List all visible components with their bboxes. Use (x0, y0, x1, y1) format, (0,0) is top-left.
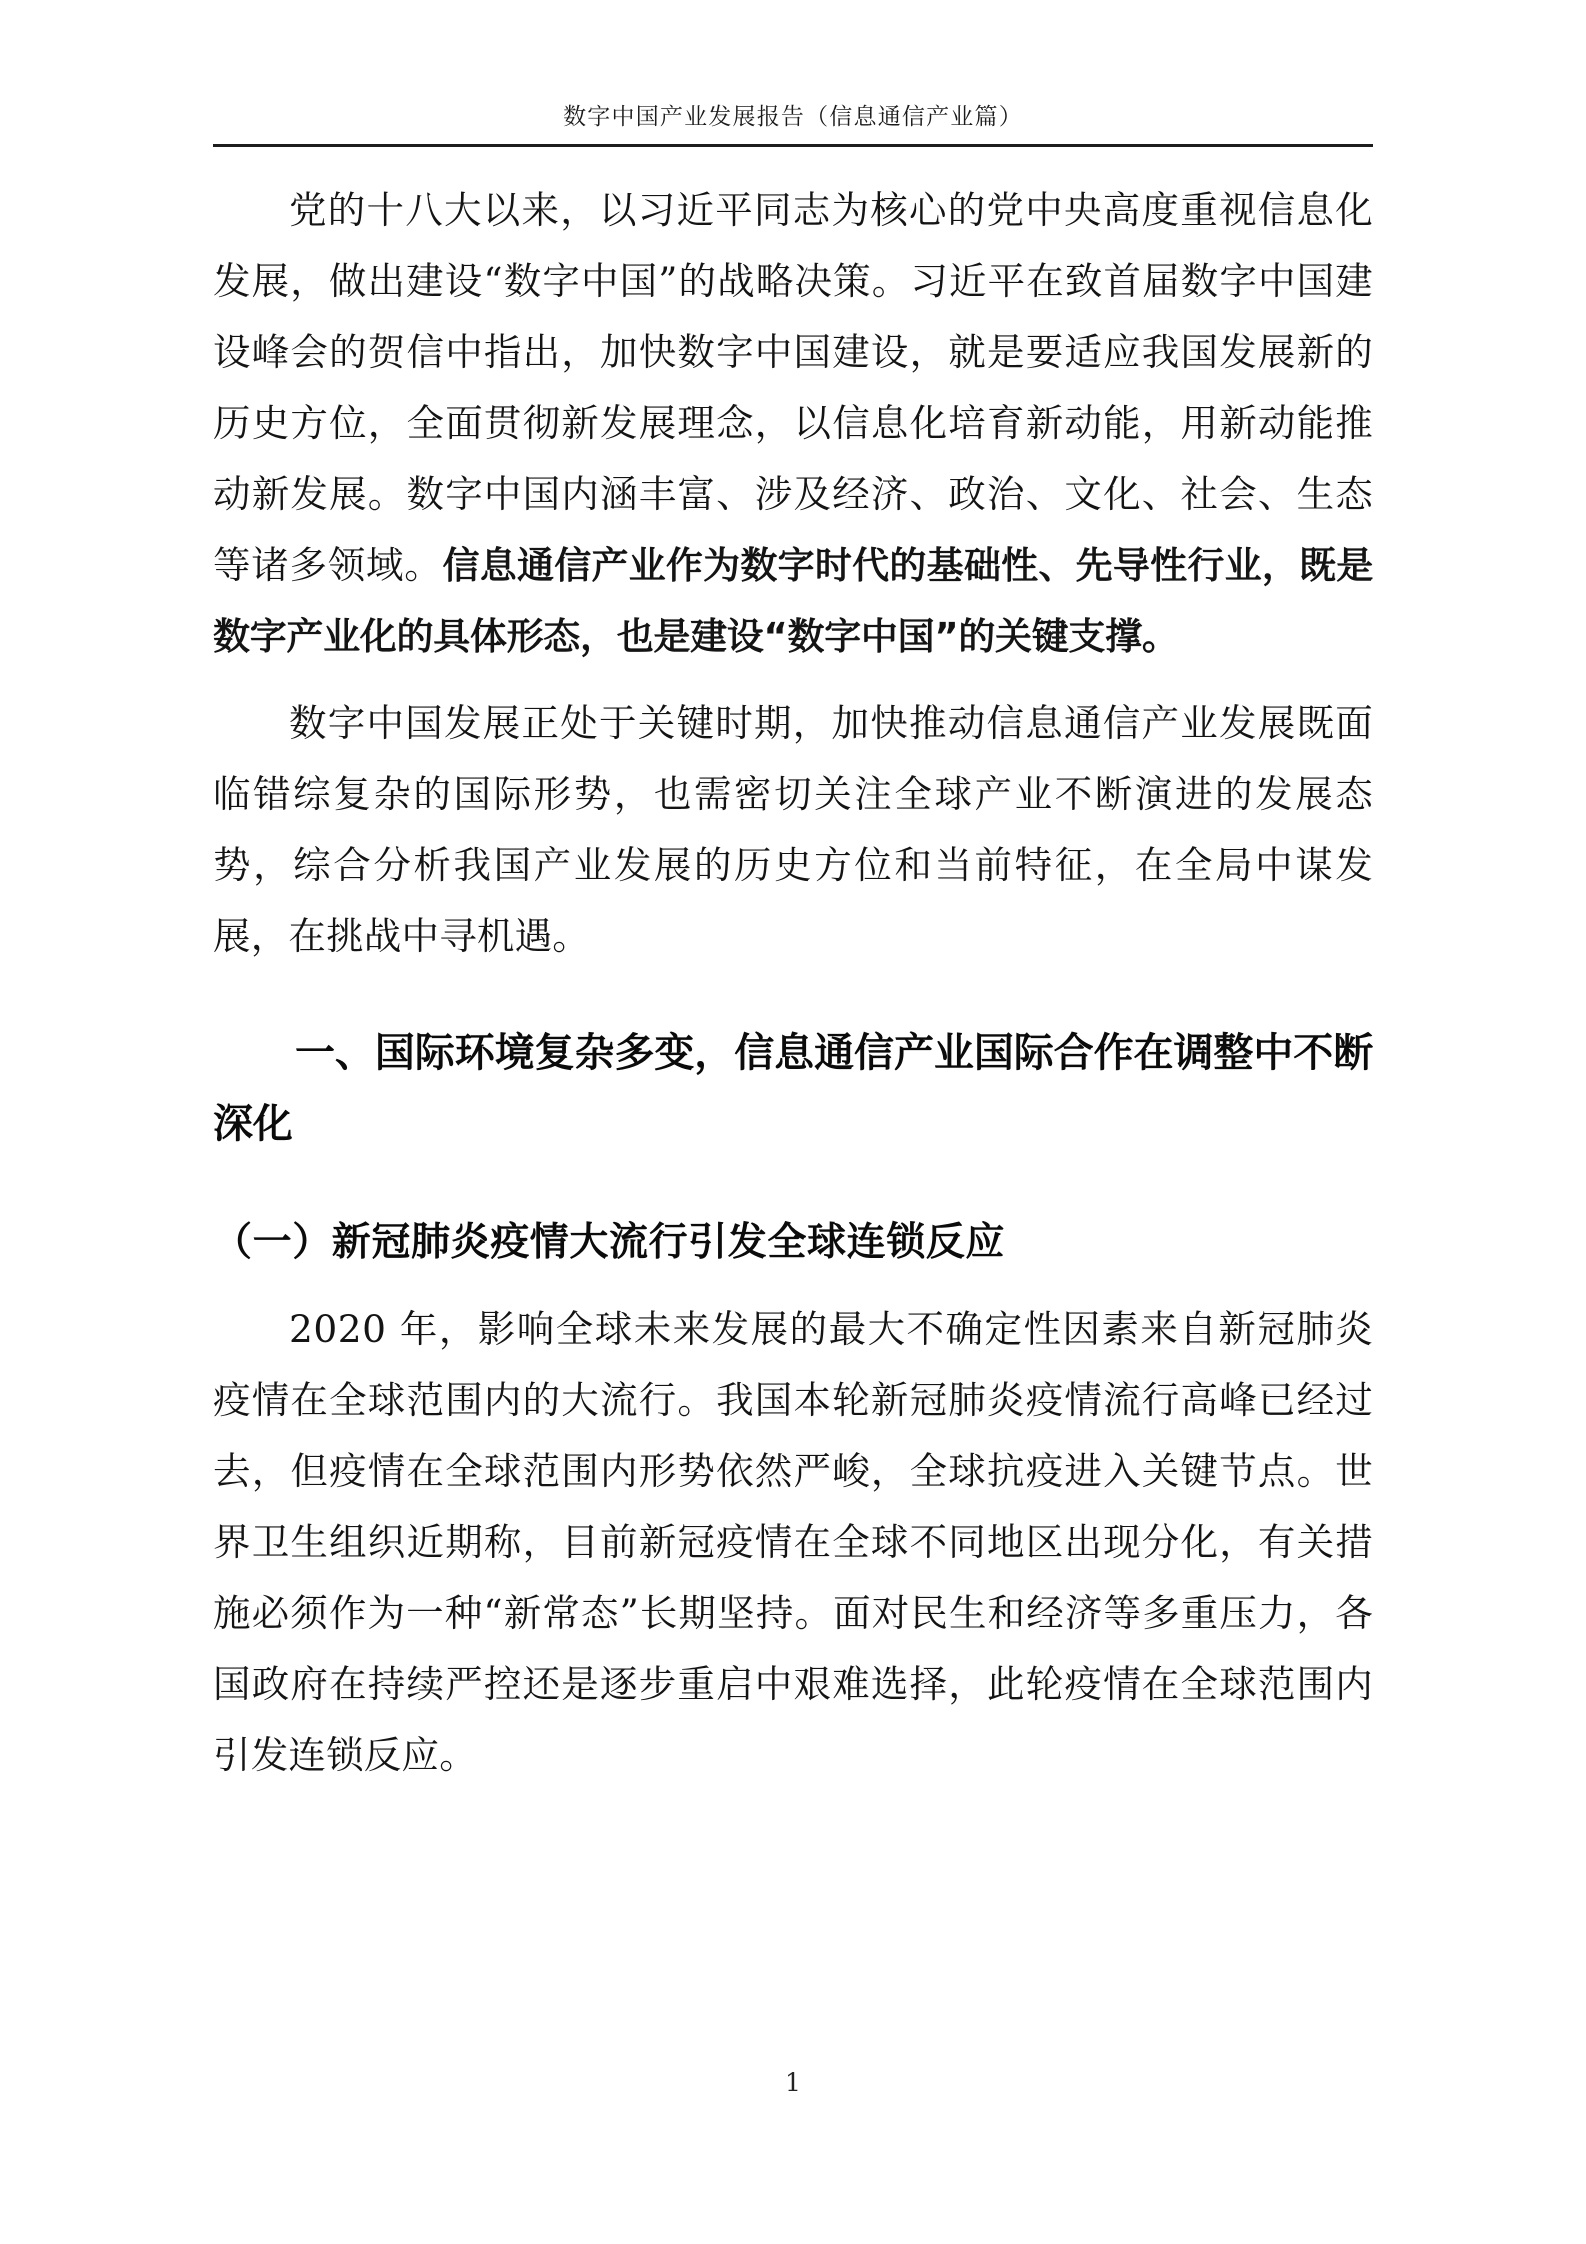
header-divider (213, 144, 1373, 147)
section-heading-level-2: （一）新冠肺炎疫情大流行引发全球连锁反应 (213, 1219, 1006, 1265)
header-title: 数字中国产业发展报告（信息通信产业篇） (563, 104, 1023, 130)
paragraph-intro (213, 175, 1373, 672)
paragraph-intro-emphasis: 信息通信产业作为数字时代的基础性、先导性行业，既是数字产业化的具体形态，也是建设“数字中国”的关键支撑。 (213, 544, 1374, 658)
page-number: 1 (785, 2068, 801, 2097)
paragraph-intro-normal: 党的十八大以来，以习近平同志为核心的党中央高度重视信息化发展，做出建设“数字中国”的战略决策。习近平在致首届数字中国建设峰会的贺信中指出，加快数字中国建设，就是要适应我国发展新的历史方位，全面贯彻新发展理念，以信息化培育新动能，用新动能推动新发展。数字中国内涵丰富、涉及经济、政治、文化、社会、生态等诸多领域。 (213, 188, 1373, 587)
paragraph-pandemic (213, 1294, 1373, 1791)
paragraph-pandemic-text: 年，影响全球未来发展的最大不确定性因素来自新冠肺炎疫情在全球范围内的大流行。我国本轮新冠肺炎疫情流行高峰已经过去，但疫情在全球范围内形势依然严峻，全球抗疫进入关键节点。世界卫生组织近期称，目前新冠疫情在全球不同地区出现分化，有关措施必须作为一种“新常态”长期坚持。面对民生和经济等多重压力，各国政府在持续严控还是逐步重启中艰难选择，此轮疫情在全球范围内引发连锁反应。 (213, 1307, 1373, 1777)
document-body (213, 175, 1373, 1791)
page-header (0, 0, 1586, 150)
page-footer (0, 2070, 1586, 2096)
section-heading-level-1: 一、国际环境复杂多变，信息通信产业国际合作在调整中不断深化 (213, 1030, 1373, 1147)
paragraph-pandemic-year: 2020 (289, 1307, 387, 1351)
paragraph-key-period: 数字中国发展正处于关键时期，加快推动信息通信产业发展既面临错综复杂的国际形势，也需密切关注全球产业不断演进的发展态势，综合分析我国产业发展的历史方位和当前特征，在全局中谋发展，在挑战中寻机遇。 (213, 701, 1373, 958)
